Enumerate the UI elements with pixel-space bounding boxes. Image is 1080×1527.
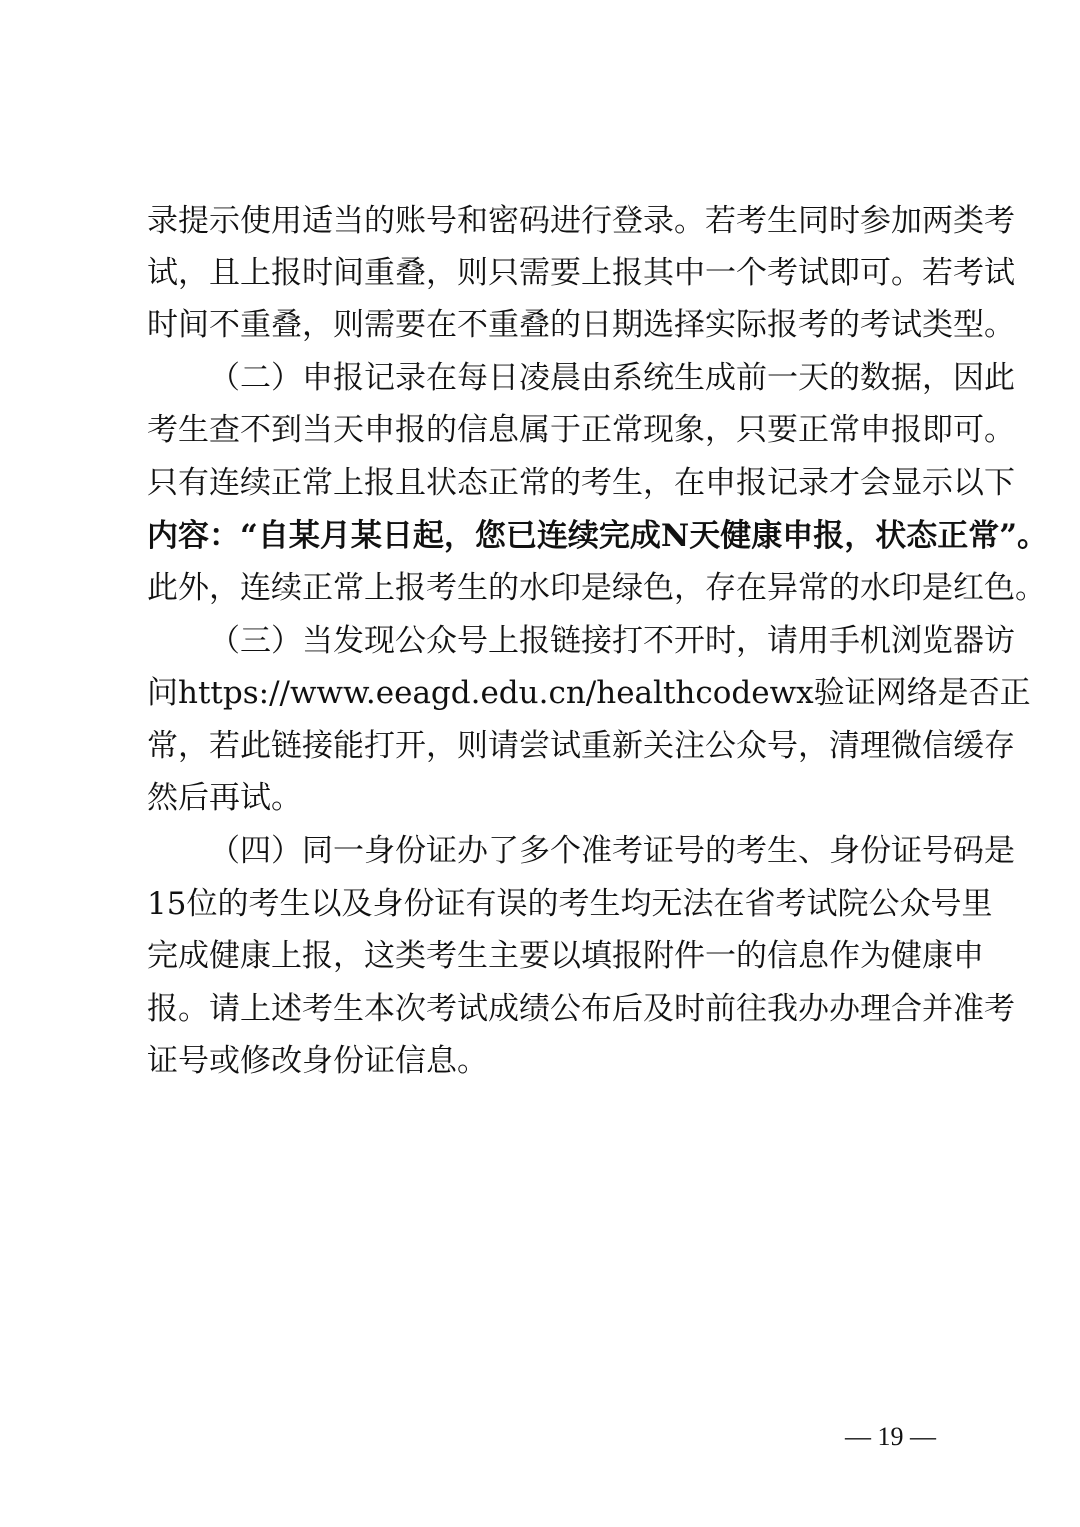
text-line: 然后再试。 <box>147 780 302 816</box>
text-line: 常 ， 若 此 链 接 能 打 开 ， 则 请 尝 试 重 新 关 注 公 众 号 ， 清 理 微 信 缓 存 <box>147 728 1015 764</box>
text-line: 录 提 示 使 用 适 当 的 账 号 和 密 码 进 行 登 录 。 若 考 生 同 时 参 加 两 类 考 <box>147 203 1015 239</box>
text-line: 问 https://www.eeagd.edu.cn/healthcodewx 验 证 网 络 是 否 正 <box>147 675 1031 711</box>
text-line: 证号或修改身份证信息。 <box>147 1043 488 1079</box>
text-line: 15 位 的 考 生 以 及 身 份 证 有 误 的 考 生 均 无 法 在 省 考 试 院 公 众 号 里 <box>147 886 993 922</box>
text-line: 报 。 请 上 述 考 生 本 次 考 试 成 绩 公 布 后 及 时 前 往 我 办 办 理 合 并 准 考 <box>147 991 1015 1027</box>
text-line: 内 容 ： “ 自 某 月 某 日 起 ， 您 已 连 续 完 成 N 天 健 康 申 报 ， 状 态 正 常 ” 。 <box>147 518 1049 554</box>
page-number: — 19 — <box>845 1422 936 1451</box>
text-line: 试 ， 且 上 报 时 间 重 叠 ， 则 只 需 要 上 报 其 中 一 个 考 试 即 可 。 若 考 试 <box>147 255 1015 291</box>
text-line: （ 三 ） 当 发 现 公 众 号 上 报 链 接 打 不 开 时 ， 请 用 手 机 浏 览 器 访 <box>209 623 1015 659</box>
text-line: 时 间 不 重 叠 ， 则 需 要 在 不 重 叠 的 日 期 选 择 实 际 报 考 的 考 试 类 型 。 <box>147 307 1015 343</box>
text-line: （ 四 ） 同 一 身 份 证 办 了 多 个 准 考 证 号 的 考 生 、 身 份 证 号 码 是 <box>209 833 1015 869</box>
text-line: 完 成 健 康 上 报 ， 这 类 考 生 主 要 以 填 报 附 件 一 的 信 息 作 为 健 康 申 <box>147 938 984 974</box>
text-line: 只 有 连 续 正 常 上 报 且 状 态 正 常 的 考 生 ， 在 申 报 记 录 才 会 显 示 以 下 <box>147 465 1015 501</box>
text-line: （ 二 ） 申 报 记 录 在 每 日 凌 晨 由 系 统 生 成 前 一 天 的 数 据 ， 因 此 <box>209 360 1015 396</box>
text-line: 此 外 ， 连 续 正 常 上 报 考 生 的 水 印 是 绿 色 ， 存 在 异 常 的 水 印 是 红 色 。 <box>147 570 1046 606</box>
text-line: 考 生 查 不 到 当 天 申 报 的 信 息 属 于 正 常 现 象 ， 只 要 正 常 申 报 即 可 。 <box>147 412 1015 448</box>
